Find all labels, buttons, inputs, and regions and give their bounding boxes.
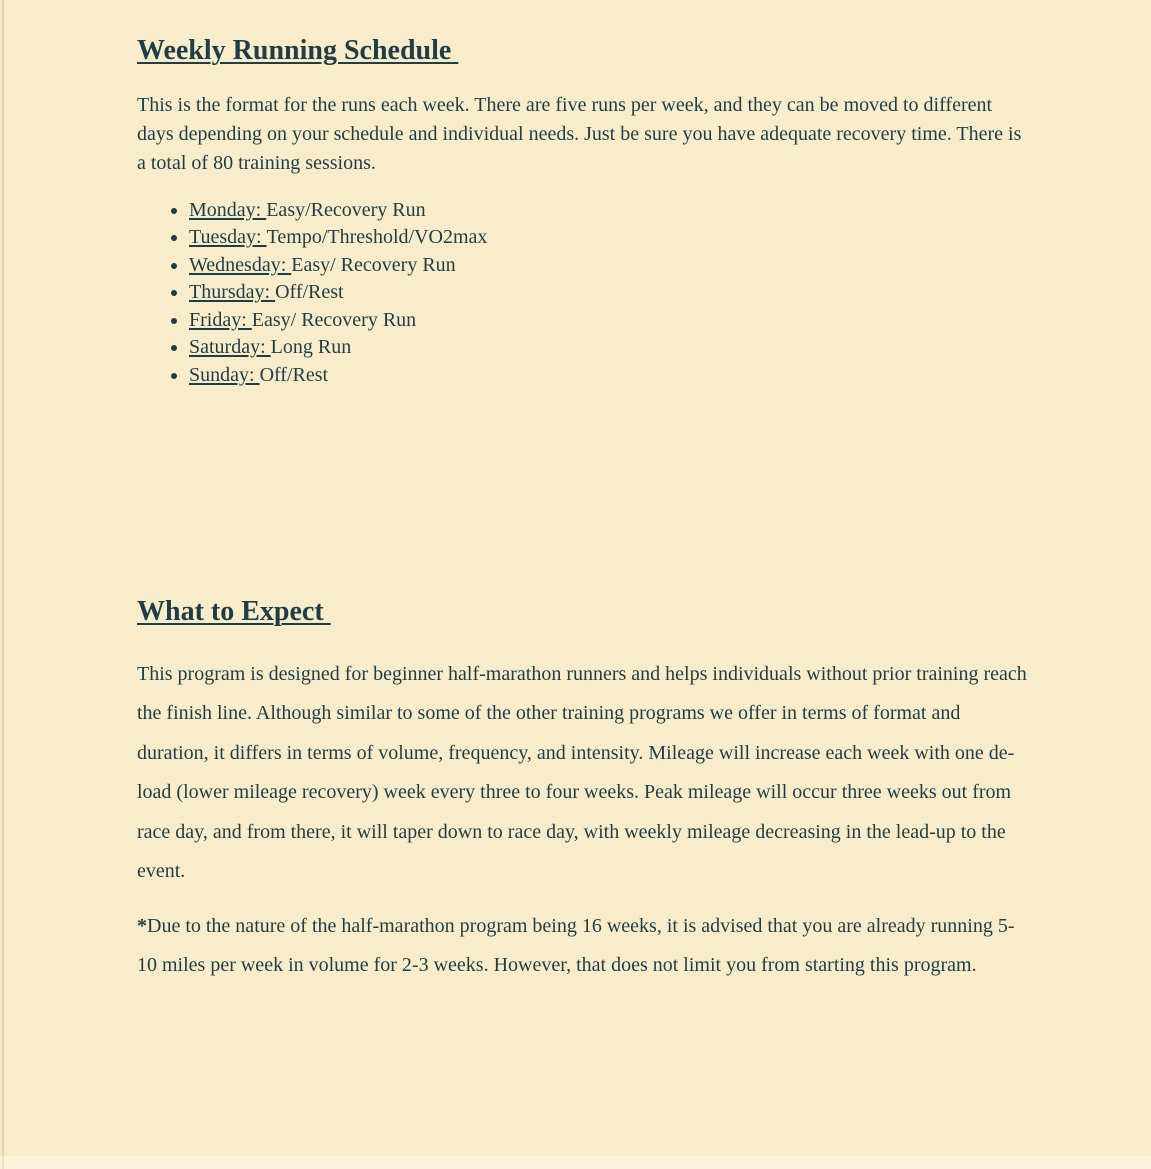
day-label: Monday: xyxy=(189,198,267,221)
day-label: Thursday: xyxy=(189,281,276,304)
schedule-item-wednesday xyxy=(189,252,1027,280)
activity-label: Off/Rest xyxy=(259,363,329,386)
day-label: Saturday: xyxy=(189,336,271,359)
activity-label: Off/Rest xyxy=(275,281,344,304)
page-bottom-edge xyxy=(0,1156,1151,1169)
document-content xyxy=(137,0,1027,986)
schedule-item-sunday xyxy=(189,362,1027,390)
schedule-item-saturday xyxy=(189,334,1027,362)
note-paragraph xyxy=(137,907,1027,986)
schedule-item-tuesday xyxy=(189,224,1027,252)
activity-label: Easy/ Recovery Run xyxy=(291,253,456,276)
activity-label: Easy/ Recovery Run xyxy=(251,308,417,331)
note-asterisk: * xyxy=(137,914,147,937)
note-text: Due to the nature of the half-marathon program being 16 weeks, it is advised that you are already running 5-10 miles per week in volume for 2-3 weeks. However, that does not limit you from starting this program. xyxy=(137,914,1015,977)
activity-label: Tempo/Threshold/VO2max xyxy=(266,226,488,249)
page-left-edge xyxy=(2,0,4,1169)
schedule-item-monday xyxy=(189,197,1027,225)
schedule-list xyxy=(137,197,1027,390)
day-label: Wednesday: xyxy=(189,253,292,276)
schedule-intro-paragraph: This is the format for the runs each week. There are five runs per week, and they can be moved to different days depending on your schedule and individual needs. Just be sure you have adequate recovery time. There is a total of 80 training sessions. xyxy=(137,93,1022,174)
schedule-item-thursday xyxy=(189,279,1027,307)
day-label: Friday: xyxy=(189,308,252,331)
activity-label: Easy/Recovery Run xyxy=(266,198,426,221)
day-label: Tuesday: xyxy=(189,226,267,249)
activity-label: Long Run xyxy=(270,336,352,359)
heading-what-to-expect: What to Expect xyxy=(137,596,331,628)
heading-weekly-running-schedule: Weekly Running Schedule xyxy=(137,35,459,66)
expect-paragraph: This program is designed for beginner half-marathon runners and helps individuals without prior training reach the finish line. Although similar to some of the other training programs we offer in terms of format and duration, it differs in terms of volume, frequency, and intensity. Mileage will increase each week with one de-load (lower mileage recovery) week every three to four weeks. Peak mileage will occur three weeks out from race day, and from there, it will taper down to race day, with weekly mileage decreasing in the lead-up to the event. xyxy=(137,662,1027,883)
schedule-item-friday xyxy=(189,307,1027,335)
day-label: Sunday: xyxy=(189,363,260,386)
